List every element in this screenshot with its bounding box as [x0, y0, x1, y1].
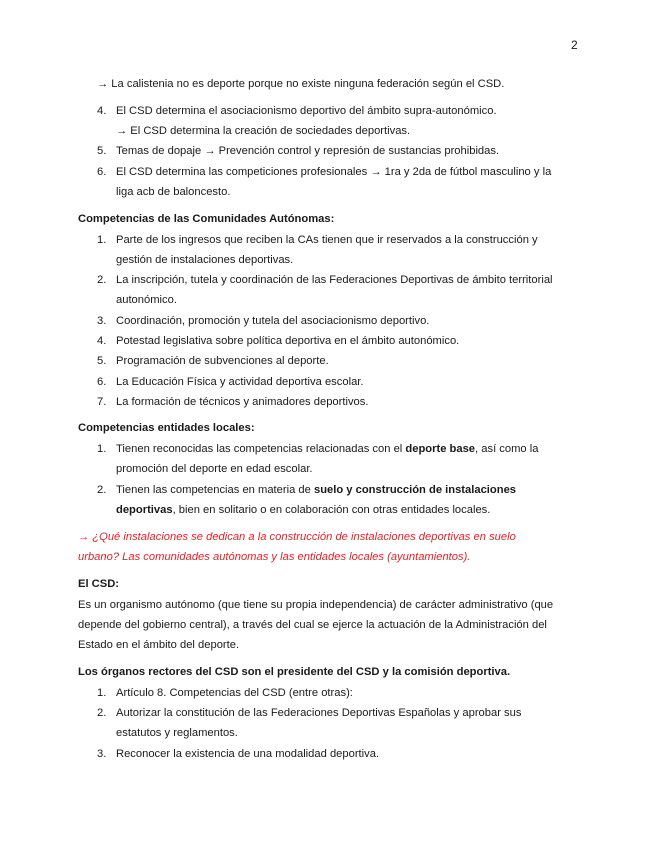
- list-item-text: Temas de dopaje → Prevención control y represión de sustancias prohibidas.: [116, 145, 500, 157]
- list-item-text: La inscripción, tutela y coordinación de las Federaciones Deportivas de ámbito territorial: [116, 274, 553, 286]
- list-number: 6.: [97, 376, 107, 388]
- list-item-text: autonómico.: [116, 294, 177, 306]
- list-item-text: Coordinación, promoción y tutela del asociacionismo deportivo.: [116, 315, 430, 327]
- question-line: urbano? Las comunidades autónomas y las entidades locales (ayuntamientos).: [78, 551, 471, 563]
- list-number: 2.: [97, 707, 107, 719]
- list-number: 3.: [97, 748, 107, 760]
- list-item-text: gestión de instalaciones deportivas.: [116, 254, 294, 266]
- list-item-text: estatutos y reglamentos.: [116, 727, 238, 739]
- paragraph-line: depende del gobierno central), a través del cual se ejerce la actuación de la Administración del: [78, 619, 547, 631]
- list-item-text: El CSD determina el asociacionismo deportivo del ámbito supra-autonómico.: [116, 105, 497, 117]
- text-run: Tienen las competencias en materia de: [116, 484, 314, 496]
- text-run-bold: deporte base: [405, 443, 476, 455]
- text-run-bold: deportivas: [116, 504, 173, 516]
- list-number: 1.: [97, 443, 107, 455]
- list-item-text: Artículo 8. Competencias del CSD (entre otras):: [116, 687, 353, 699]
- paragraph-line: Es un organismo autónomo (que tiene su propia independencia) de carácter administrativo (que: [78, 599, 554, 611]
- text-run: , bien en solitario o en colaboración con otras entidades locales.: [172, 504, 491, 516]
- list-item-text: [116, 442, 538, 456]
- list-item-text: Programación de subvenciones al deporte.: [116, 355, 329, 367]
- list-item-text: [116, 503, 490, 517]
- list-item-text: Autorizar la constitución de las Federaciones Deportivas Españolas y aprobar sus: [116, 707, 522, 719]
- paragraph-line: Estado en el ámbito del deporte.: [78, 639, 240, 651]
- list-item-text: [116, 483, 516, 497]
- list-number: 3.: [97, 315, 107, 327]
- list-item-text: liga acb de baloncesto.: [116, 186, 231, 198]
- list-item-text: Parte de los ingresos que reciben la CAs tienen que ir reservados a la construcción y: [116, 234, 538, 246]
- list-number: 4.: [97, 105, 107, 117]
- csd-heading: El CSD:: [78, 578, 120, 590]
- list-item-text: Potestad legislativa sobre política deportiva en el ámbito autonómico.: [116, 335, 460, 347]
- text-run-bold: suelo y construcción de instalaciones: [313, 484, 517, 496]
- list-item-text: La Educación Física y actividad deportiva escolar.: [116, 376, 364, 388]
- list-number: 2.: [97, 484, 107, 496]
- list-item-text: promoción del deporte en edad escolar.: [116, 463, 313, 475]
- list-number: 5.: [97, 145, 107, 157]
- list-number: 7.: [97, 396, 107, 408]
- list-item-text: → El CSD determina la creación de sociedades deportivas.: [116, 125, 411, 137]
- intro-line: → La calistenia no es deporte porque no existe ninguna federación según el CSD.: [97, 78, 505, 90]
- list-item-text: El CSD determina las competiciones profesionales → 1ra y 2da de fútbol masculino y la: [116, 166, 552, 178]
- text-run: , así como la: [475, 443, 539, 455]
- list-item-text: La formación de técnicos y animadores deportivos.: [116, 396, 369, 408]
- list-number: 1.: [97, 687, 107, 699]
- list-number: 5.: [97, 355, 107, 367]
- page-number: 2: [571, 38, 578, 52]
- text-run: Tienen reconocidas las competencias relacionadas con el: [116, 443, 406, 455]
- list-number: 6.: [97, 166, 107, 178]
- list-item-text: Reconocer la existencia de una modalidad deportiva.: [116, 748, 380, 760]
- list-number: 2.: [97, 274, 107, 286]
- organos-heading: Los órganos rectores del CSD son el presidente del CSD y la comisión deportiva.: [78, 666, 511, 678]
- question-line: → ¿Qué instalaciones se dedican a la construcción de instalaciones deportivas en suelo: [78, 531, 516, 543]
- local-heading: Competencias entidades locales:: [78, 422, 255, 434]
- list-number: 4.: [97, 335, 107, 347]
- ccaa-heading: Competencias de las Comunidades Autónomas:: [78, 213, 335, 225]
- list-number: 1.: [97, 234, 107, 246]
